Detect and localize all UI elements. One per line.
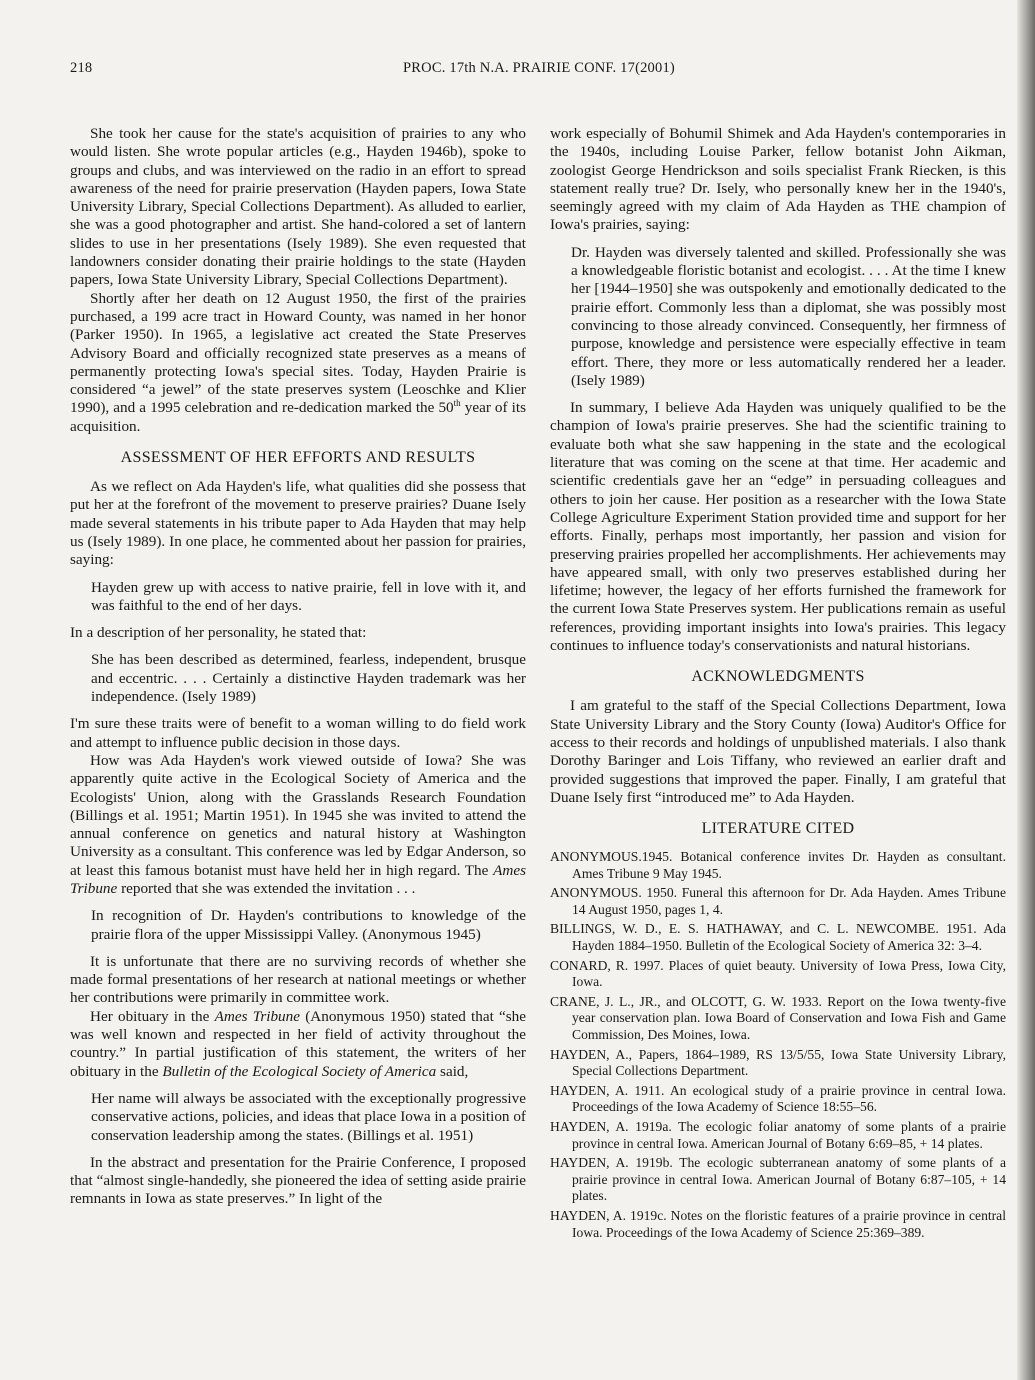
quote-text: In recognition of Dr. Hayden's contributions to knowledge of the prairie flora of the upper Mississippi Valley. (Anonymous 1945) <box>91 907 526 943</box>
italic-title: Ames Tribune <box>70 861 526 897</box>
reference-entry: ANONYMOUS.1945. Botanical conference invites Dr. Hayden as consultant. Ames Tribune 9 May 1945. <box>550 849 1006 881</box>
block-quote <box>91 579 526 616</box>
block-quote <box>91 651 526 706</box>
page-number: 218 <box>70 60 93 76</box>
paragraph <box>70 1008 526 1081</box>
quote-text: Her name will always be associated with the exceptionally progressive conservative actions, policies, and ideas that place Iowa in a position of conservation leadership among the states. (Billings et al. 1951) <box>91 1089 526 1144</box>
literature-cited-heading: LITERATURE CITED <box>701 820 855 838</box>
italic-title: Ames Tribune <box>214 1007 300 1025</box>
reference-entry: HAYDEN, A. 1919b. The ecologic subterranean anatomy of some plants of a prairie province in central Iowa. American Journal of Botany 6:87–105, + 14 plates. <box>550 1155 1006 1204</box>
left-column <box>70 125 526 1209</box>
paragraph <box>70 290 526 436</box>
paragraph: In the abstract and presentation for the Prairie Conference, I proposed that “almost single-handedly, she pioneered the idea of setting aside prairie remnants in Iowa as state preserves.” In light of the <box>70 1153 526 1208</box>
reference-entry: BILLINGS, W. D., E. S. HATHAWAY, and C. L. NEWCOMBE. 1951. Ada Hayden 1884–1950. Bulletin of the Ecological Society of America 32: 3–4. <box>550 921 1006 954</box>
block-quote <box>91 1090 526 1145</box>
quote-text: Dr. Hayden was diversely talented and skilled. Professionally she was a knowledgeable floristic botanist and ecologist. . . . At the time I knew her [1944–1950] she was outspokenly and emotionally dedicated to the prairie effort. Commonly less than a diplomat, she was possibly most convincing to those already convinced. Consequently, her firmness of purpose, knowledge and persistence were especially effective in team effort. There, they more or less automatically rendered her a leader. (Isely 1989) <box>571 243 1006 389</box>
text-run: year of its acquisition. <box>70 399 527 435</box>
reference-entry: ANONYMOUS. 1950. Funeral this afternoon for Dr. Ada Hayden. Ames Tribune 14 August 1950, pages 1, 4. <box>550 885 1006 917</box>
reference-entry: HAYDEN, A. 1919a. The ecologic foliar anatomy of some plants of a prairie province in central Iowa. American Journal of Botany 6:69–85, + 14 plates. <box>550 1119 1006 1151</box>
text-run: Her obituary in the <box>90 1007 215 1025</box>
right-column <box>550 125 1006 1244</box>
paragraph: She took her cause for the state's acquisition of prairies to any who would listen. She wrote popular articles (e.g., Hayden 1946b), spoke to groups and clubs, and was interviewed on the radio in an effort to spread awareness of the need for prairie preservation (Hayden papers, Iowa State University Library, Special Collections Department). As alluded to earlier, she was a good photographer and artist. She hand-colored a set of lantern slides to use in her presentations (Isely 1989). She even requested that landowners consider donating their prairie holdings to the state (Hayden papers, Iowa State University Library, Special Collections Department). <box>70 125 526 289</box>
italic-title: Bulletin of the Ecological Society of America <box>162 1062 437 1080</box>
block-quote <box>91 907 526 944</box>
acknowledgments-text: I am grateful to the staff of the Special Collections Department, Iowa State University Library and the Story County (Iowa) Auditor's Office for access to their records and holdings of unpublished materials. I also thank Dorothy Baringer and Lois Tiffany, who reviewed an earlier draft and provided suggestions that improved the paper. Finally, I am grateful that Duane Isely first “introduced me” to Ada Hayden. <box>550 697 1006 806</box>
quote-text: She has been described as determined, fearless, independent, brusque and eccentric. . . . Certainly a distinctive Hayden trademark was her independence. (Isely 1989) <box>91 651 526 706</box>
reference-entry: CRANE, J. L., JR., and OLCOTT, G. W. 1933. Report on the Iowa twenty-five year conservation plan. Iowa Board of Conservation and Iowa Fish and Game Commission, Des Moines, Iowa. <box>550 993 1006 1043</box>
paragraph <box>70 752 526 898</box>
block-quote <box>571 244 1006 390</box>
reference-entry: CONARD, R. 1997. Places of quiet beauty. University of Iowa Press, Iowa City, Iowa. <box>550 957 1006 990</box>
page-edge-shadow <box>1017 0 1035 1380</box>
paragraph: In summary, I believe Ada Hayden was uniquely qualified to be the champion of Iowa's prairie preserves. She had the scientific training to evaluate both what she saw happening in the state and the ecological literature that was coming on the scene at that time. Her academic and scientific credentials gave her an “edge” in persuading colleagues and others to join her cause. Her position as a researcher with the Iowa State College Agriculture Experiment Station provided time and support for her efforts. Finally, perhaps most importantly, her passion and vision for preserving prairies propelled her accomplishments. Her achievements may have appeared small, with only two preserves established during her lifetime; however, the legacy of her efforts furnished the framework for the current Iowa State Preserves system. Her publications remain as useful references, providing important insights into Iowa's prairies. This legacy continues to influence today's conservationists and natural historians. <box>550 399 1006 655</box>
journal-title: PROC. 17th N.A. PRAIRIE CONF. 17(2001) <box>403 60 675 76</box>
running-head <box>70 60 1008 80</box>
paragraph: work especially of Bohumil Shimek and Ada Hayden's contemporaries in the 1940s, including Louise Parker, fellow botanist John Aikman, zoologist George Hendrickson and soils specialist Frank Riecken, is this statement really true? Dr. Isely, who personally knew her in the 1940's, seemingly agreed with my claim of Ada Hayden as THE champion of Iowa's prairies, saying: <box>550 125 1006 234</box>
quote-text: Hayden grew up with access to native prairie, fell in love with it, and was faithful to the end of her days. <box>91 578 526 614</box>
paragraph: I'm sure these traits were of benefit to a woman willing to do field work and attempt to influence public decision in those days. <box>70 715 526 751</box>
superscript: th <box>453 398 461 409</box>
text-run: reported that she was extended the invitation . . . <box>117 879 416 897</box>
reference-entry: HAYDEN, A., Papers, 1864–1989, RS 13/5/55, Iowa State University Library, Special Collections Department. <box>550 1046 1006 1079</box>
reference-entry: HAYDEN, A. 1911. An ecological study of a prairie province in central Iowa. Proceedings of the Iowa Academy of Science 18:55–56. <box>550 1082 1006 1115</box>
reference-list <box>550 849 1006 1241</box>
text-run: Shortly after her death on 12 August 1950, the first of the prairies purchased, a 199 acre tract in Howard County, was named in her honor (Parker 1950). In 1965, a legislative act created the State Preserves Advisory Board and officially recognized state preserves as a means of permanently protecting Iowa's special sites. Today, Hayden Prairie is considered “a jewel” of the state preserves system (Leoschke and Klier 1990), and a 1995 celebration and re-dedication marked the 50 <box>70 289 526 417</box>
text-run: (Anonymous 1950) stated that “she was well known and respected in her field of activity throughout the country.” In partial justification of this statement, the writers of her obituary in the <box>70 1007 526 1080</box>
paragraph: As we reflect on Ada Hayden's life, what qualities did she possess that put her at the forefront of the movement to preserve prairies? Duane Isely made several statements in his tribute paper to Ada Hayden that may help us (Isely 1989). In one place, he commented about her passion for prairies, saying: <box>70 478 526 569</box>
text-run: said, <box>436 1062 469 1080</box>
paragraph: It is unfortunate that there are no surviving records of whether she made formal presentations of her research at national meetings or whether her contributions were primarily in committee work. <box>70 952 526 1007</box>
section-heading: ASSESSMENT OF HER EFFORTS AND RESULTS <box>120 449 476 467</box>
text-run: How was Ada Hayden's work viewed outside of Iowa? She was apparently quite active in the Ecological Society of America and the Ecologists' Union, along with the Grasslands Research Foundation (Billings et al. 1951; Martin 1951). In 1945 she was invited to attend the annual conference on genetics and natural history at Washington University as a consultant. This conference was led by Edgar Anderson, so at least this famous botanist must have held her in high regard. The <box>70 751 526 879</box>
acknowledgments-heading: ACKNOWLEDGMENTS <box>691 668 865 686</box>
reference-entry: HAYDEN, A. 1919c. Notes on the floristic features of a prairie province in central Iowa. Proceedings of the Iowa Academy of Science 25:369–389. <box>550 1207 1006 1240</box>
paragraph: In a description of her personality, he stated that: <box>70 624 367 642</box>
